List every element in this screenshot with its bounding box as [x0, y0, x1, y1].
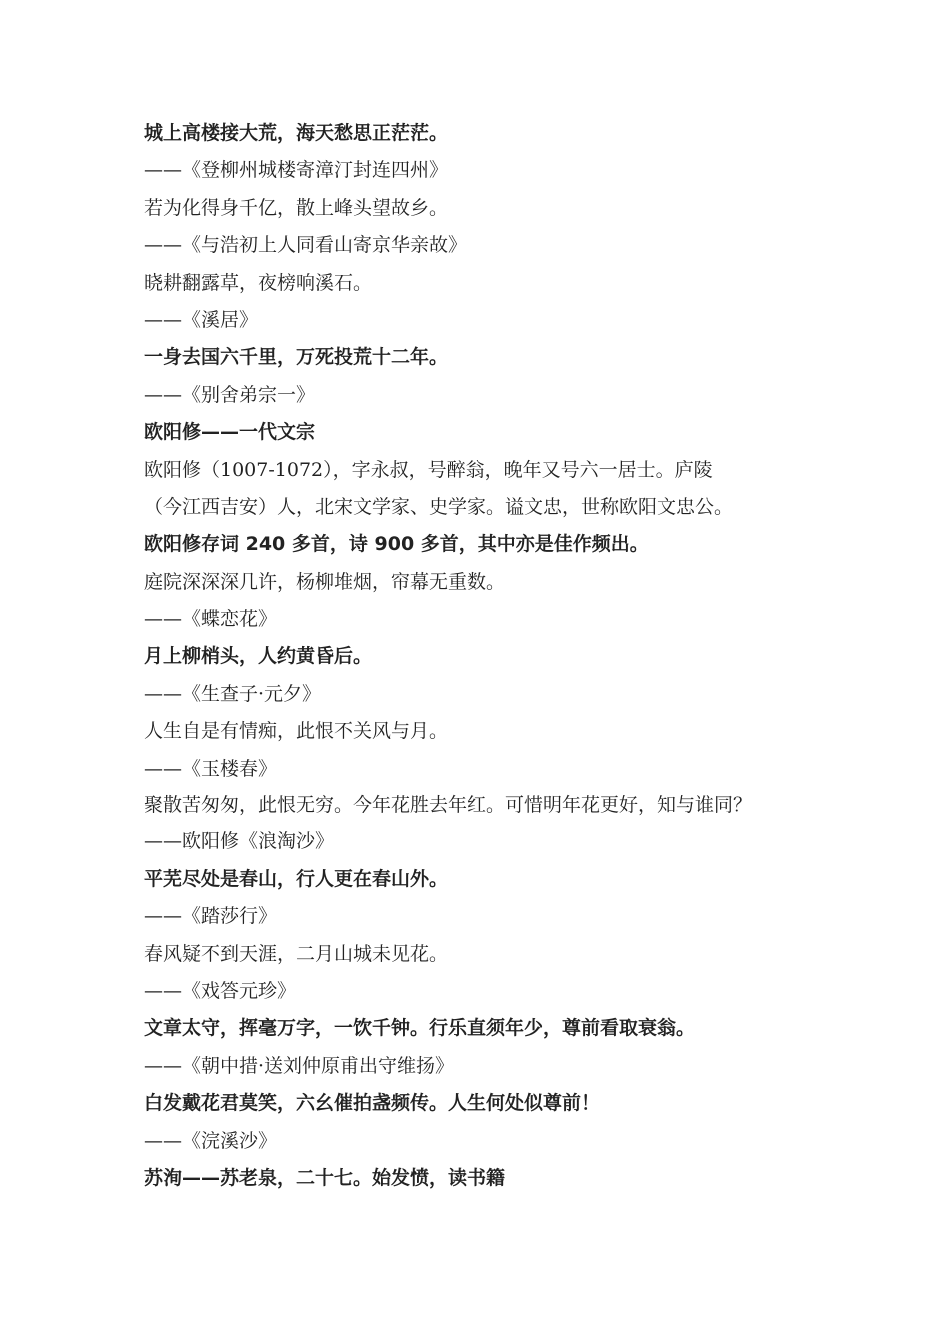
- poem-source: ——《踏莎行》: [144, 905, 278, 928]
- section-heading: 欧阳修——一代文宗: [144, 421, 316, 444]
- poem-line: 人生自是有情痴，此恨不关风与月。: [144, 720, 449, 743]
- poem-source: ——《蝶恋花》: [144, 608, 278, 631]
- poem-line: 庭院深深深几许，杨柳堆烟，帘幕无重数。: [144, 570, 506, 593]
- poem-line: 晓耕翻露草，夜榜响溪石。: [144, 271, 373, 294]
- poem-line: 平芜尽处是春山，行人更在春山外。: [144, 867, 449, 890]
- poem-line: 春风疑不到天涯，二月山城未见花。: [144, 942, 449, 965]
- poem-source: ——《溪居》: [144, 308, 259, 331]
- poem-line: 城上高楼接大荒，海天愁思正茫茫。: [144, 122, 449, 144]
- bio-line: 欧阳修（1007-1072），字永叔，号醉翁，晚年又号六一居士。庐陵: [144, 458, 713, 481]
- summary-line: 欧阳修存词 240 多首，诗 900 多首，其中亦是佳作频出。: [144, 533, 649, 556]
- poem-line: 若为化得身千亿，散上峰头望故乡。: [144, 196, 449, 219]
- poem-source: ——《朝中措·送刘仲原甫出守维扬》: [144, 1054, 455, 1077]
- poem-source: ——《与浩初上人同看山寄京华亲故》: [144, 234, 468, 257]
- poem-source: ——《浣溪沙》: [144, 1129, 278, 1152]
- poem-line: 聚散苦匆匆，此恨无穷。今年花胜去年红。可惜明年花更好，知与谁同？: [144, 794, 753, 817]
- poem-source: ——《生查子·元夕》: [144, 682, 322, 705]
- poem-source: ——《登柳州城楼寄漳汀封连四州》: [144, 159, 449, 182]
- poem-source: ——《玉楼春》: [144, 757, 278, 780]
- poem-source: ——《戏答元珍》: [144, 979, 297, 1002]
- poem-source: ——欧阳修《浪淘沙》: [144, 830, 335, 853]
- section-heading: 苏洵——苏老泉，二十七。始发愤，读书籍: [144, 1166, 506, 1189]
- poem-line: 月上柳梢头，人约黄昏后。: [144, 645, 373, 668]
- poem-line: 白发戴花君莫笑，六幺催拍盏频传。人生何处似尊前！: [144, 1092, 601, 1115]
- poem-source: ——《别舍弟宗一》: [144, 383, 316, 406]
- poem-line: 一身去国六千里，万死投荒十二年。: [144, 346, 449, 369]
- bio-line: （今江西吉安）人，北宋文学家、史学家。谥文忠，世称欧阳文忠公。: [144, 495, 734, 518]
- poem-line: 文章太守，挥毫万字，一饮千钟。行乐直须年少，尊前看取衰翁。: [144, 1017, 696, 1040]
- document-body: [144, 120, 824, 1202]
